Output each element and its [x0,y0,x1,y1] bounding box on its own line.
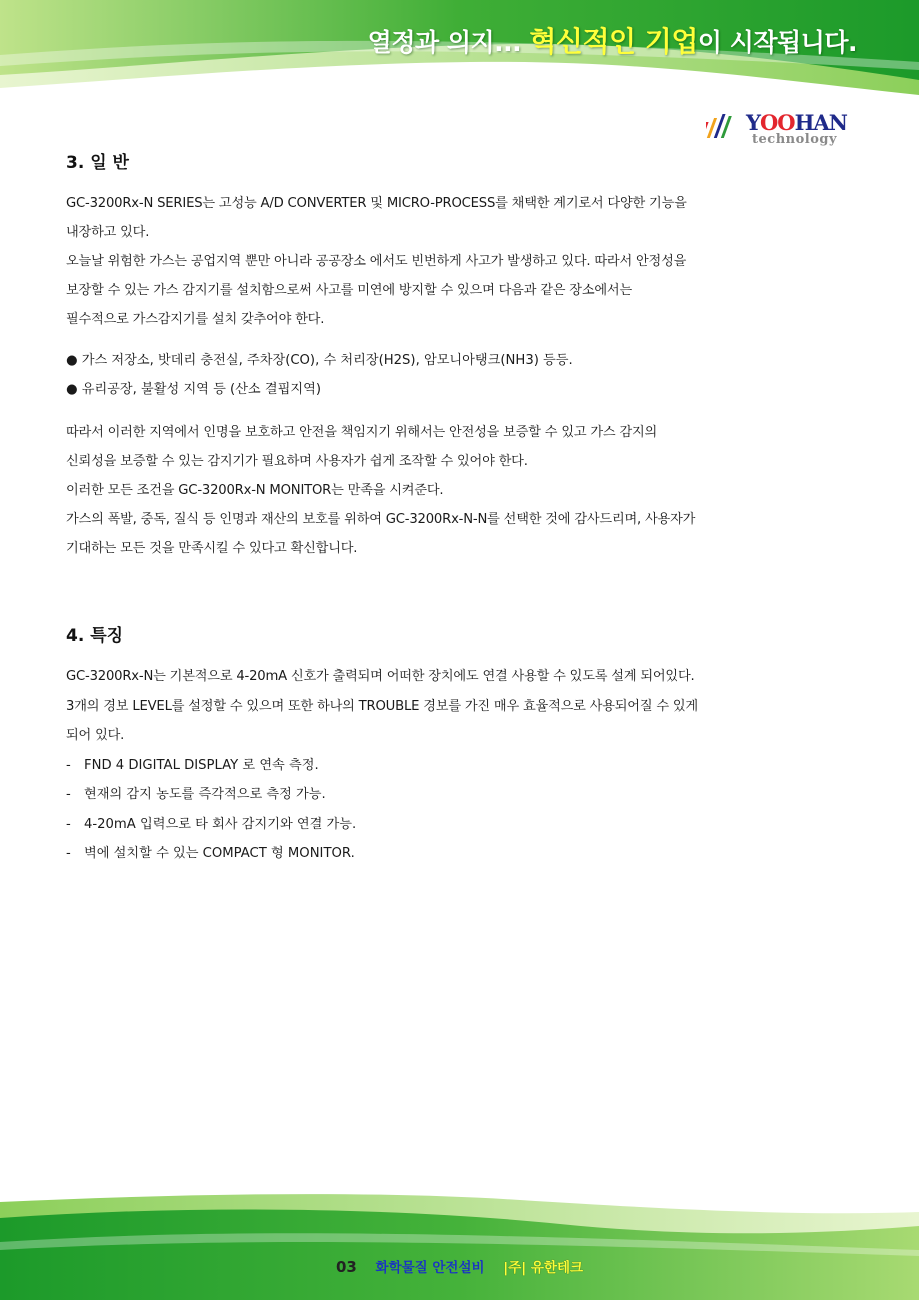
paragraph-line: 가스의 폭발, 중독, 질식 등 인명과 재산의 보호를 위하여 GC-3200Rx-N-N를 선택한 것에 감사드리며, 사용자가 [66,512,696,527]
header-slogan [368,20,857,60]
paragraph-line: 따라서 이러한 지역에서 인명을 보호하고 안전을 책임지기 위해서는 안전성을 보증할 수 있고 가스 감지의 [66,425,658,440]
feature-item [66,780,856,810]
paragraph-line: 오늘날 위험한 가스는 공업지역 뿐만 아니라 공공장소 에서도 빈번하게 사고가 발생하고 있다. 따라서 안정성을 [66,254,687,269]
dash-marker: - [66,757,71,773]
paragraph-line: 이러한 모든 조건을 GC-3200Rx-N MONITOR는 만족을 시켜준다. [66,483,444,498]
dash-marker: - [66,846,71,861]
paragraph-line: 내장하고 있다. [66,225,150,240]
feature-text: FND 4 DIGITAL DISPLAY 로 연속 측정. [84,757,319,773]
bullet-item: ● 가스 저장소, 밧데리 충전실, 주차장(CO), 수 처리장(H2S), 암모니아탱크(NH3) 등등. [66,353,573,368]
section4-heading: 4. 특징 [66,626,124,646]
feature-list [66,751,856,869]
page-number: 03 [335,1258,357,1276]
logo-letter-y: Y [746,110,760,135]
dash-marker: - [66,787,71,802]
feature-item [66,751,856,781]
section3-closing [66,418,856,563]
footer-subtitle: 화학물질 안전설비 [375,1260,485,1276]
paragraph-line: 신뢰성을 보증할 수 있는 감지기가 필요하며 사용자가 쉽게 조작할 수 있어야 한다. [66,454,528,469]
slogan-prefix: 열정과 의지... [367,28,522,57]
paragraph-line: 3개의 경보 LEVEL를 설정할 수 있으며 또한 하나의 TROUBLE 경보를 가진 매우 효율적으로 사용되어질 수 있게 [66,698,698,714]
slogan-highlight: 혁신적인 기업 [529,25,698,58]
feature-text: 현재의 감지 농도를 즉각적으로 측정 가능. [84,787,326,802]
bullet-item: ● 유리공장, 불활성 지역 등 (산소 결핍지역) [66,382,321,397]
logo-letter-o1: O [760,110,778,135]
logo-subtitle: technology [752,132,838,147]
feature-text: 4-20mA 입력으로 타 회사 감지기와 연결 가능. [84,816,357,832]
logo-letters-han: HAN [794,110,847,135]
document-body [66,148,856,869]
slogan-suffix: 이 시작됩니다. [697,28,857,57]
footer-company: |주| 유한테크 [503,1260,584,1276]
footer [0,1256,919,1276]
footer-band [0,1190,919,1300]
paragraph-line: 기대하는 모든 것을 만족시킬 수 있다고 확신합니다. [66,541,358,556]
dash-marker: - [66,816,71,832]
section3-intro [66,189,856,334]
paragraph-line: 되어 있다. [66,728,125,743]
paragraph-line: 보장할 수 있는 가스 감지기를 설치함으로써 사고를 미연에 방지할 수 있으며 다음과 같은 장소에서는 [66,283,632,298]
paragraph-line: GC-3200Rx-N SERIES는 고성능 A/D CONVERTER 및 MICRO-PROCESS를 채택한 계기로서 다양한 기능을 [66,196,687,211]
feature-text: 벽에 설치할 수 있는 COMPACT 형 MONITOR. [84,846,355,861]
paragraph-line: 필수적으로 가스감지기를 설치 갖추어야 한다. [66,312,325,327]
feature-item [66,810,856,840]
section3-bullets [66,346,856,404]
section3-heading: 3. 일 반 [66,153,129,173]
paragraph-line: GC-3200Rx-N는 기본적으로 4-20mA 신호가 출력되며 어떠한 장치에도 연결 사용할 수 있도록 설계 되어있다. [66,669,695,684]
section4-intro [66,662,856,751]
feature-item [66,839,856,869]
logo-letter-o2: O [777,110,795,135]
